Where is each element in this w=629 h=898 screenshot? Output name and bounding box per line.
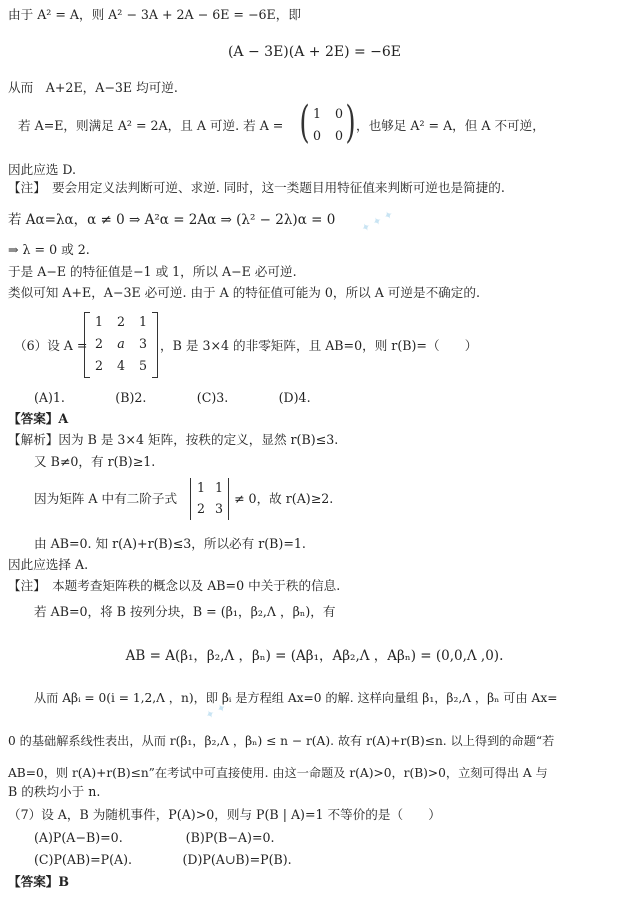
matrix-cell: 3: [138, 336, 147, 351]
matrix-cell: 4: [116, 358, 125, 373]
matrix-cell: 1: [196, 480, 205, 495]
matrix-cell: 1: [214, 480, 223, 495]
text-line: 若 A=E，则满足 A² = 2A，且 A 可逆. 若 A =: [18, 118, 284, 133]
matrix-cell: 2: [94, 358, 103, 373]
equation: (A − 3E)(A + 2E) = −6E: [227, 44, 402, 60]
equation: AB = A(β₁，β₂,Λ ，βₙ) = (Aβ₁，Aβ₂,Λ ，Aβₙ) = (0,0,Λ ,0).: [125, 648, 504, 664]
question-6-stem: （6）设 A =: [14, 338, 88, 353]
matrix-cell: 1: [138, 314, 147, 329]
matrix-cell: 0: [334, 106, 343, 121]
analysis-line: ≠ 0，故 r(A)≥2.: [234, 491, 334, 506]
analysis-line: 因为矩阵 A 中有二阶子式: [34, 491, 178, 506]
text-line: 因此应选 D.: [8, 162, 77, 177]
text-line: 从而 A+2E，A−3E 均可逆.: [8, 80, 178, 95]
matrix-cell: 1: [312, 106, 321, 121]
answer-label: 【答案】A: [8, 411, 69, 426]
matrix-cell: 0: [312, 128, 321, 143]
answer-options: (C)P(AB)=P(A). (D)P(A∪B)=P(B).: [34, 852, 292, 867]
matrix-3x3: [84, 310, 160, 380]
text-line: 于是 A−E 的特征值是−1 或 1，所以 A−E 必可逆.: [8, 264, 297, 279]
analysis-line: 因此应选择 A.: [8, 557, 89, 572]
note-line: 从而 Aβᵢ = 0(i = 1,2,Λ ，n)，即 βᵢ 是方程组 Ax=0 的解. 这样向量组 β₁，β₂,Λ ，βₙ 可由 Ax=: [34, 691, 558, 705]
matrix-2x2: ( 1 0 0 0 ): [299, 97, 356, 148]
note-line: 【注】 本题考查矩阵秩的概念以及 AB=0 中关于秩的信息.: [8, 578, 341, 593]
note-line: 若 AB=0，将 B 按列分块，B = (β₁，β₂,Λ ，βₙ)，有: [34, 604, 336, 619]
note-line: AB=0，则 r(A)+r(B)≤n”在考试中可直接使用. 由这一命题及 r(A)>0，r(B)>0，立刻可得出 A 与: [8, 766, 548, 780]
watermark: ✦ ✦: [203, 700, 229, 723]
matrix-cell: 0: [334, 128, 343, 143]
analysis-line: 由 AB=0. 知 r(A)+r(B)≤3，所以必有 r(B)=1.: [34, 536, 306, 551]
matrix-cell: 2: [116, 314, 125, 329]
analysis-line: 又 B≠0，有 r(B)≥1.: [34, 454, 156, 469]
answer-options: (A)P(A−B)=0. (B)P(B−A)=0.: [34, 830, 275, 845]
matrix-cell: 5: [138, 358, 147, 373]
determinant-2x2: [190, 476, 230, 522]
text-line: ，也够足 A² = A，但 A 不可逆，: [356, 118, 545, 133]
answer-label: 【答案】B: [8, 874, 70, 889]
matrix-cell: 1: [94, 314, 103, 329]
text-line: 【注】 要会用定义法判断可逆、求逆. 同时，这一类题目用特征值来判断可逆也是简捷的.: [8, 180, 505, 195]
answer-options: (A)1. (B)2. (C)3. (D)4.: [34, 390, 311, 405]
watermark: ✦ ✦ ✦: [358, 207, 396, 236]
question-6-stem: ，B 是 3×4 的非零矩阵，且 AB=0，则 r(B)=（ ）: [160, 338, 478, 353]
note-line: B 的秩均小于 n.: [8, 784, 101, 799]
text-line: ⇒ λ = 0 或 2.: [8, 242, 90, 257]
matrix-cell: 2: [196, 501, 205, 516]
matrix-cell: 2: [94, 336, 103, 351]
note-line: 0 的基础解系线性表出，从而 r(β₁，β₂,Λ ，βₙ) ≤ n − r(A). 故有 r(A)+r(B)≤n. 以上得到的命题“若: [8, 734, 555, 748]
text-line: 由于 A² = A，则 A² − 3A + 2A − 6E = −6E，即: [8, 7, 301, 22]
question-7-stem: （7）设 A，B 为随机事件，P(A)>0，则与 P(B | A)=1 不等价的是（ ）: [8, 807, 441, 822]
analysis-line: 【解析】因为 B 是 3×4 矩阵，按秩的定义，显然 r(B)≤3.: [8, 432, 339, 447]
text-line: 类似可知 A+E，A−3E 必可逆. 由于 A 的特征值可能为 0，所以 A 可逆是不确定的.: [8, 285, 480, 300]
equation: 若 Aα=λα，α ≠ 0 ⇒ A²α = 2Aα ⇒ (λ² − 2λ)α = 0: [8, 212, 336, 228]
matrix-cell: a: [117, 336, 125, 351]
matrix-cell: 3: [214, 501, 223, 516]
